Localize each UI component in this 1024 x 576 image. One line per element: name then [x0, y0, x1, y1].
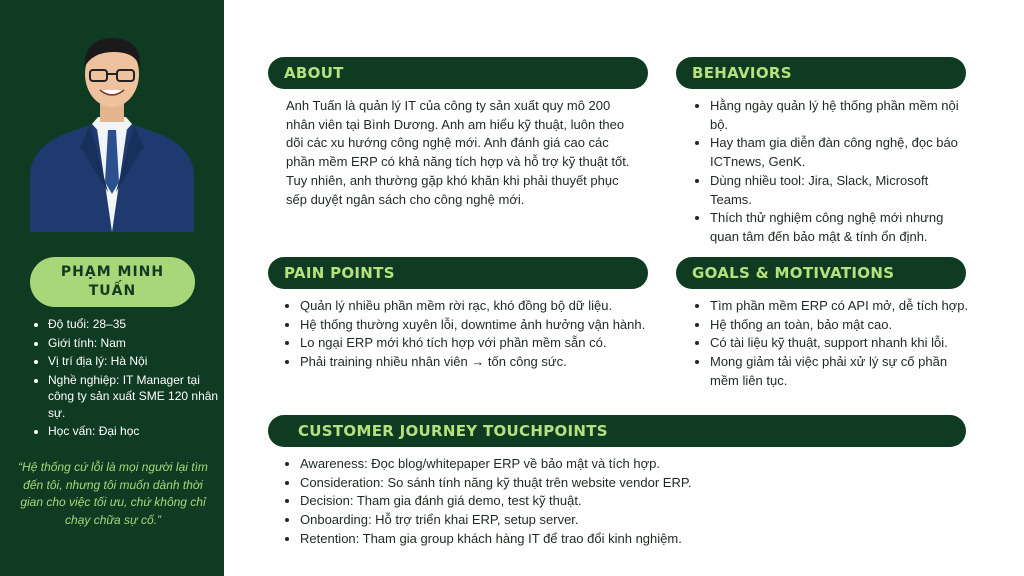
- pain-point-item: • Hệ thống thường xuyên lỗi, downtime ảnh hưởng vận hành.: [300, 316, 654, 335]
- demographics-list: [30, 316, 228, 442]
- behavior-item: • Dùng nhiều tool: Jira, Slack, Microsoft Teams.: [710, 172, 972, 209]
- goal-item: • Tìm phần mềm ERP có API mở, dễ tích hợp.: [710, 297, 972, 316]
- demographic-education: • Học vấn: Đại học: [48, 423, 228, 440]
- about-text: Anh Tuấn là quản lý IT của công ty sản xuất quy mô 200 nhân viên tại Bình Dương. Anh am hiểu kỹ thuật, luôn theo dõi các xu hướng công nghệ mới. Anh đánh giá cao các phần mềm ERP có khả năng tích hợp và hỗ trợ kỹ thuật tốt. Tuy nhiên, anh thường gặp khó khăn khi phải thuyết phục sếp duyệt ngân sách cho công nghệ mới.: [286, 98, 630, 207]
- behavior-item: • Hằng ngày quản lý hệ thống phần mềm nội bộ.: [710, 97, 972, 134]
- persona-name: PHẠM MINH TUẤN: [30, 257, 195, 307]
- profile-sidebar: [0, 0, 224, 576]
- journey-list: [284, 455, 970, 549]
- pain-point-item: • Quản lý nhiều phần mềm rời rạc, khó đồng bộ dữ liệu.: [300, 297, 654, 316]
- journey-item: • Consideration: So sánh tính năng kỹ thuật trên website vendor ERP.: [300, 474, 970, 493]
- journey-item: • Retention: Tham gia group khách hàng IT để trao đổi kinh nghiệm.: [300, 530, 970, 549]
- behavior-item: • Hay tham gia diễn đàn công nghệ, đọc báo ICTnews, GenK.: [710, 134, 972, 171]
- about-header: ABOUT: [268, 57, 648, 89]
- pain-point-item: • Lo ngại ERP mới khó tích hợp với phần mềm sẵn có.: [300, 334, 654, 353]
- goals-header: GOALS & MOTIVATIONS: [676, 257, 966, 289]
- goal-item: • Hệ thống an toàn, bảo mật cao.: [710, 316, 972, 335]
- goals-list: [694, 297, 972, 391]
- behaviors-header: BEHAVIORS: [676, 57, 966, 89]
- persona-quote: “Hệ thống cứ lỗi là mọi người lại tìm đến tôi, nhưng tôi muốn dành thời gian cho việc tối ưu, chứ không chỉ chạy chữa sự cố.”: [18, 460, 208, 527]
- pain-points-list: [284, 297, 654, 372]
- journey-header: CUSTOMER JOURNEY TOUCHPOINTS: [268, 415, 966, 447]
- behaviors-list: [694, 97, 972, 247]
- goal-item: • Có tài liệu kỹ thuật, support nhanh khi lỗi.: [710, 334, 972, 353]
- profile-photo: [22, 22, 202, 232]
- journey-item: • Decision: Tham gia đánh giá demo, test kỹ thuật.: [300, 492, 970, 511]
- journey-item: • Awareness: Đọc blog/whitepaper ERP về bảo mật và tích hợp.: [300, 455, 970, 474]
- demographic-age: • Độ tuổi: 28–35: [48, 316, 228, 333]
- pain-points-header: PAIN POINTS: [268, 257, 648, 289]
- demographic-location: • Vị trí địa lý: Hà Nội: [48, 353, 228, 370]
- demographic-gender: • Giới tính: Nam: [48, 335, 228, 352]
- behavior-item: • Thích thử nghiệm công nghệ mới nhưng quan tâm đến bảo mật & tính ổn định.: [710, 209, 972, 246]
- pain-point-item: • Phải training nhiều nhân viên → tốn công sức.: [300, 353, 654, 372]
- demographic-occupation: • Nghề nghiệp: IT Manager tại công ty sản xuất SME 120 nhân sự.: [48, 372, 228, 422]
- goal-item: • Mong giảm tải việc phải xử lý sự cố phần mềm liên tục.: [710, 353, 972, 390]
- journey-item: • Onboarding: Hỗ trợ triển khai ERP, setup server.: [300, 511, 970, 530]
